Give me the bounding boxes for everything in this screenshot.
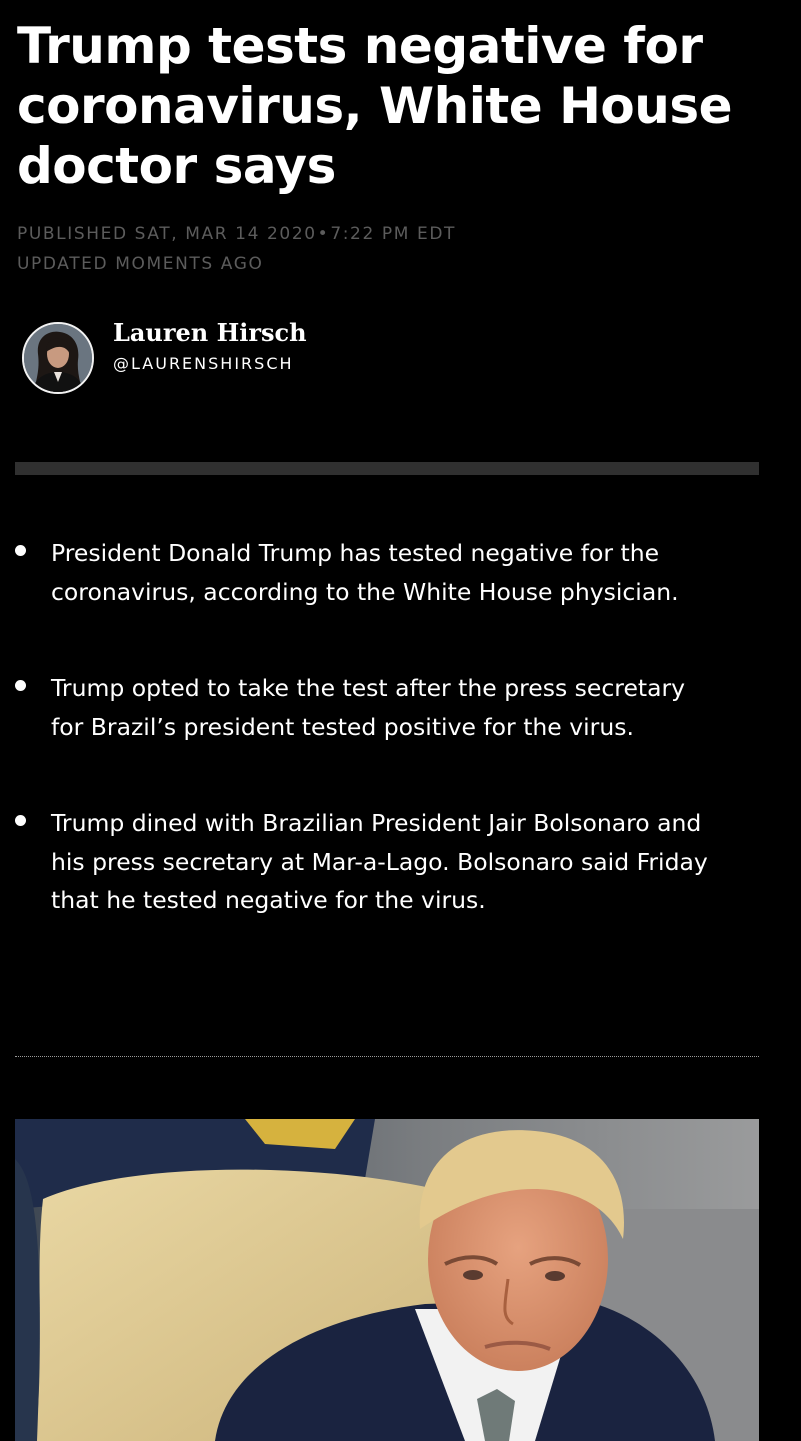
published-date: PUBLISHED SAT, MAR 14 2020 [17, 224, 317, 244]
published-time: 7:22 PM EDT [330, 224, 457, 244]
published-separator: • [317, 224, 330, 244]
published-timestamp [17, 224, 456, 244]
bullet-dot-icon [15, 680, 26, 691]
key-point-text: Trump dined with Brazilian President Jair Bolsonaro and his press secretary at Mar-a-Lago. Bolsonaro said Friday that he tested negative for the virus. [51, 809, 708, 914]
article-headline: Trump tests negative for coronavirus, White House doctor says [17, 17, 733, 195]
key-points-list [15, 534, 759, 978]
article-hero-image[interactable] [15, 1119, 759, 1441]
key-point-text: Trump opted to take the test after the press secretary for Brazil’s president tested positive for the virus. [51, 674, 686, 741]
bullet-dot-icon [15, 545, 26, 556]
updated-timestamp: UPDATED MOMENTS AGO [17, 254, 264, 274]
hero-photo-illustration [15, 1119, 759, 1441]
author-avatar[interactable] [22, 322, 94, 394]
key-point-item [15, 669, 711, 746]
bullet-dot-icon [15, 815, 26, 826]
key-point-item [15, 534, 711, 611]
author-twitter-handle[interactable]: @LAURENSHIRSCH [113, 354, 294, 373]
section-divider [15, 1056, 759, 1057]
key-point-item [15, 804, 711, 920]
key-point-text: President Donald Trump has tested negative for the coronavirus, according to the White House physician. [51, 539, 679, 606]
author-photo [24, 324, 92, 392]
author-name[interactable]: Lauren Hirsch [113, 318, 307, 347]
key-points-divider [15, 462, 759, 475]
